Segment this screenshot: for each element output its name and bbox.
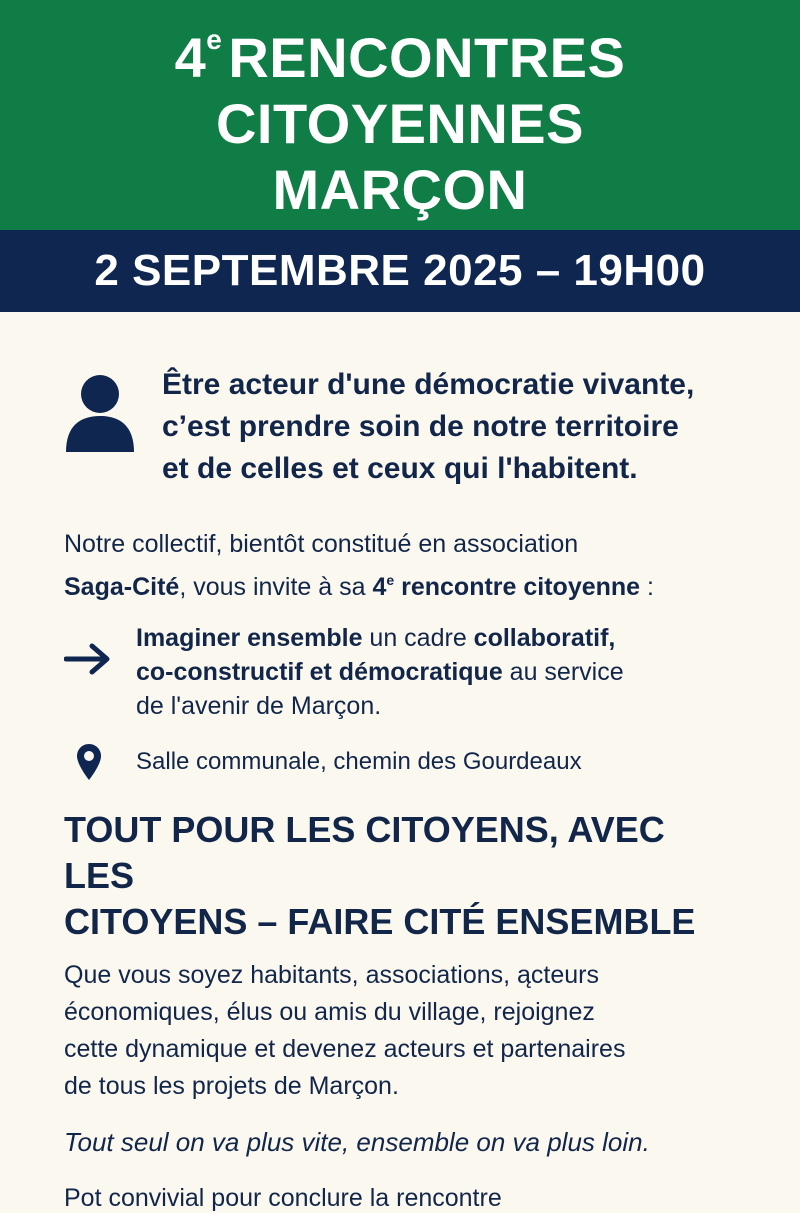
closing-note: Pot convivial pour conclure la rencontre (64, 1184, 502, 1212)
invitation-paragraph (64, 526, 736, 605)
location-pin-icon (76, 743, 102, 781)
location-text: Salle communale, chemin des Gourdeaux (136, 748, 582, 775)
intro-statement (162, 364, 694, 490)
invite-ordinal: 4e rencontre citoyenne (372, 572, 641, 601)
invite-line: Saga-Cité, vous invite à sa 4e rencontre citoyenne : (64, 572, 654, 601)
title-text: RENCONTRES CITOYENNES (215, 26, 626, 155)
event-title-line2: MARÇON (272, 158, 528, 221)
intro-line: c’est prendre soin de notre territoire (162, 410, 679, 443)
date-band: 2 SEPTEMBRE 2025 – 19H00 (0, 230, 800, 312)
org-name: Saga-Cité (64, 573, 180, 601)
title-ordinal: 4 (174, 26, 207, 89)
slogan-heading: TOUT POUR LES CITOYENS, AVEC LES CITOYENS – FAIRE CITÉ ENSEMBLE (64, 809, 696, 942)
intro-line: Être acteur d'une démocratie vivante, (162, 368, 695, 401)
event-header (0, 0, 800, 230)
arrow-right-icon (64, 643, 112, 675)
call-to-action-paragraph: Que vous soyez habitants, associations, ącteurs économiques, élus ou amis du village, rejoignez cette dynamique et devenez acteurs et partenaires de tous les projets de Marçon. (64, 961, 626, 1100)
invite-line: Notre collectif, bientôt constitué en association (64, 530, 579, 558)
proverb-quote: Tout seul on va plus vite, ensemble on va plus loin. (64, 1127, 650, 1157)
person-icon (64, 374, 136, 454)
intro-line: et de celles et ceux qui l'habitent. (162, 452, 638, 485)
intro-section (64, 364, 736, 490)
aim-text: Imaginer ensemble un cadre collaboratif, co-constructif et démocratique au service de l'avenir de Marçon. (136, 624, 624, 720)
event-title-line1 (0, 7, 800, 157)
aim-item (64, 621, 736, 723)
poster-content (0, 364, 800, 1213)
title-ordinal-suffix: e (206, 24, 223, 55)
location-item (64, 743, 736, 781)
